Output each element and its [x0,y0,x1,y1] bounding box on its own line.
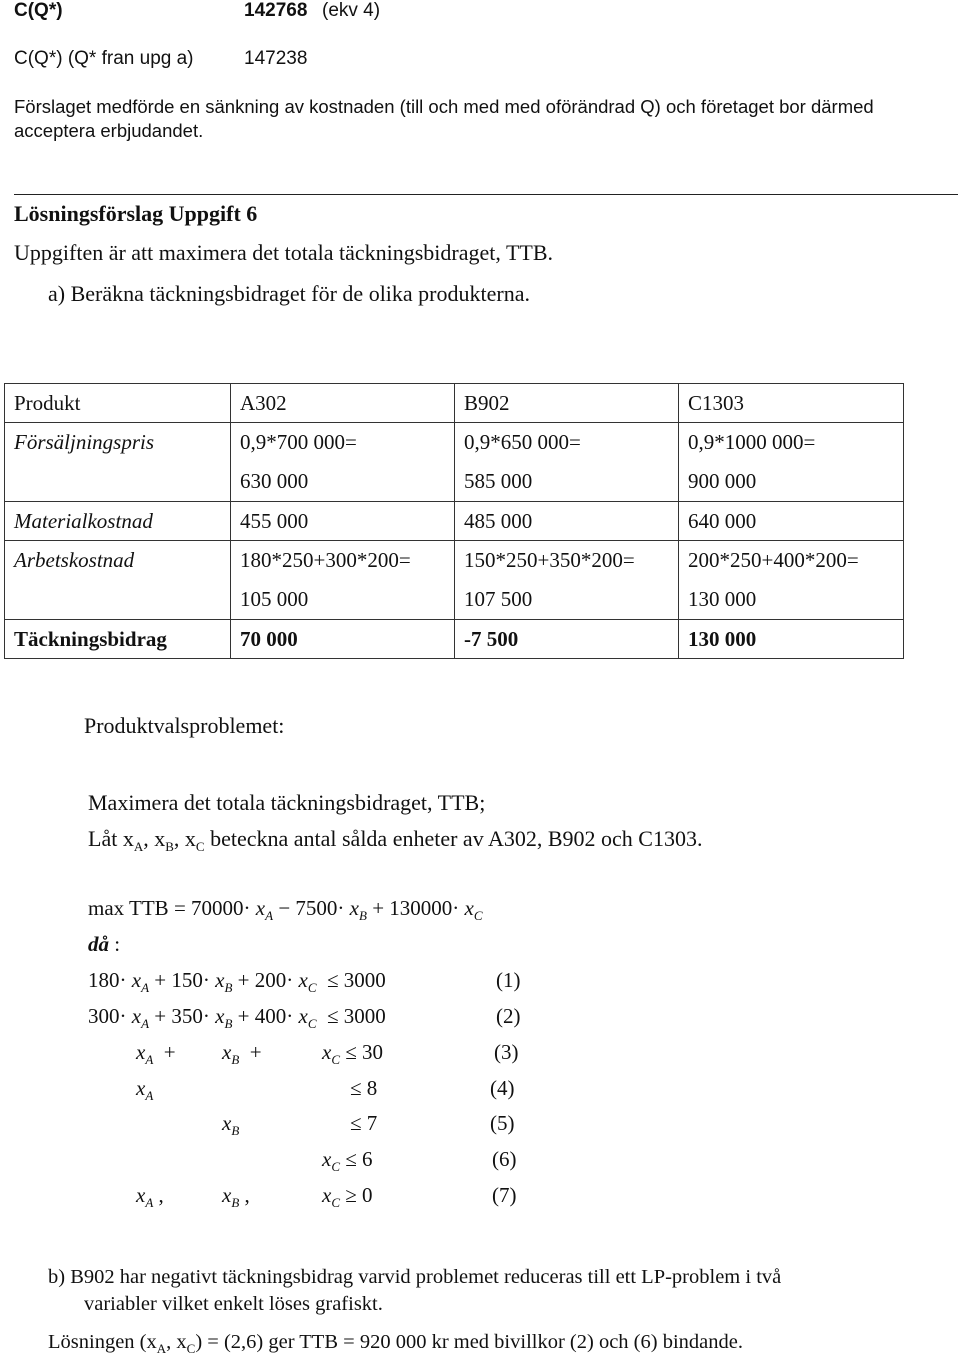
row-label: Arbetskostnad [5,541,231,620]
table-sum-row [5,620,904,659]
variable-definition: Låt $x_A$, $x_B$, $x_C$ beteckna antal sålda enheter av A302, B902 och C1303. [88,826,703,854]
constraint-number: (6) [492,1147,517,1171]
conclusion-line-2: acceptera erbjudandet. [14,120,204,141]
constraint-term: $x_B$ , [222,1183,250,1210]
row-label: Täckningsbidrag [5,620,231,659]
conclusion-line-1: Förslaget medförde en sänkning av kostnaden (till och med med oförändrad Q) och företaget bor därmed [14,96,874,117]
constraint-row: $180\cdot x_A + 150\cdot x_B + 200\cdot x_C \le 3000$ [88,968,386,995]
table-cell: 0,9*1000 000= 900 000 [679,423,904,502]
table-cell: 485 000 [455,502,679,541]
constraint-term: $x_C \le 30$ [322,1040,384,1067]
constraint-term: ≤ 7 [350,1111,378,1135]
table-cell: 130 000 [679,620,904,659]
constraint-number: (2) [496,1004,521,1028]
table-header-cell: Produkt [5,384,231,423]
problem-heading: Produktvalsproblemet: [84,713,285,738]
row-label: Materialkostnad [5,502,231,541]
section-title: Lösningsförslag Uppgift 6 [14,201,258,226]
cost-label-1: C(Q*) [14,0,63,21]
table-header-cell: C1303 [679,384,904,423]
cost-label-2: C(Q*) (Q* fran upg a) [14,48,194,69]
constraint-number: (1) [496,968,521,992]
table-header-cell: A302 [231,384,455,423]
constraint-number: (3) [494,1040,519,1064]
table-cell: 0,9*700 000= 630 000 [231,423,455,502]
solution-statement: Lösningen ($x_A$, $x_C) = (2,6)$ ger TTB = 920 000 kr med bivillkor (2) och (6) bindande. [48,1331,743,1356]
table-header-row [5,384,904,423]
table-cell: 180*250+300*200= 105 000 [231,541,455,620]
table-row [5,423,904,502]
cost-value-2: 147238 [244,48,308,69]
constraint-row: $300\cdot x_A + 350\cdot x_B + 400\cdot x_C \le 3000$ [88,1004,386,1031]
constraint-term: $x_C \ge 0$ [322,1183,373,1210]
table-cell: 70 000 [231,620,455,659]
constraint-number: (5) [490,1111,515,1135]
table-row [5,502,904,541]
part-a-heading: a) Beräkna täckningsbidraget för de olika produkterna. [48,281,530,306]
constraint-term: $x_A$ , [136,1183,164,1210]
constraint-term: ≤ 8 [350,1076,378,1100]
cost-value-1: 142768 [244,0,308,21]
cost-note-1: (ekv 4) [322,0,381,21]
constraint-term: $x_B$ + [222,1040,262,1067]
part-b-line-2: variabler vilket enkelt löses grafiskt. [84,1293,383,1315]
table-cell: 200*250+400*200= 130 000 [679,541,904,620]
constraint-term: $x_A$ [136,1076,154,1103]
section-intro: Uppgiften är att maximera det totala täckningsbidraget, TTB. [14,240,554,265]
constraint-term: $x_B$ [222,1111,240,1138]
row-label: Försäljningspris [5,423,231,502]
subject-to-label: då : [88,932,121,956]
problem-goal: Maximera det totala täckningsbidraget, TTB; [88,790,486,815]
table-cell: -7 500 [455,620,679,659]
section-divider [14,194,958,195]
table-header-cell: B902 [455,384,679,423]
table-cell: 455 000 [231,502,455,541]
table-row [5,541,904,620]
table-cell: 640 000 [679,502,904,541]
constraint-term: $x_A$ + [136,1040,176,1067]
table-cell: 150*250+350*200= 107 500 [455,541,679,620]
contribution-table [4,383,904,659]
constraint-number: (7) [492,1183,517,1207]
constraint-term: $x_C \le 6$ [322,1147,373,1174]
objective-function: max TTB = $70000\cdot x_A - 7500\cdot x_B + 130000\cdot x_C$ [88,896,483,923]
part-b-line-1: b) B902 har negativt täckningsbidrag varvid problemet reduceras till ett LP-problem i två [48,1266,782,1288]
table-cell: 0,9*650 000= 585 000 [455,423,679,502]
constraint-number: (4) [490,1076,515,1100]
